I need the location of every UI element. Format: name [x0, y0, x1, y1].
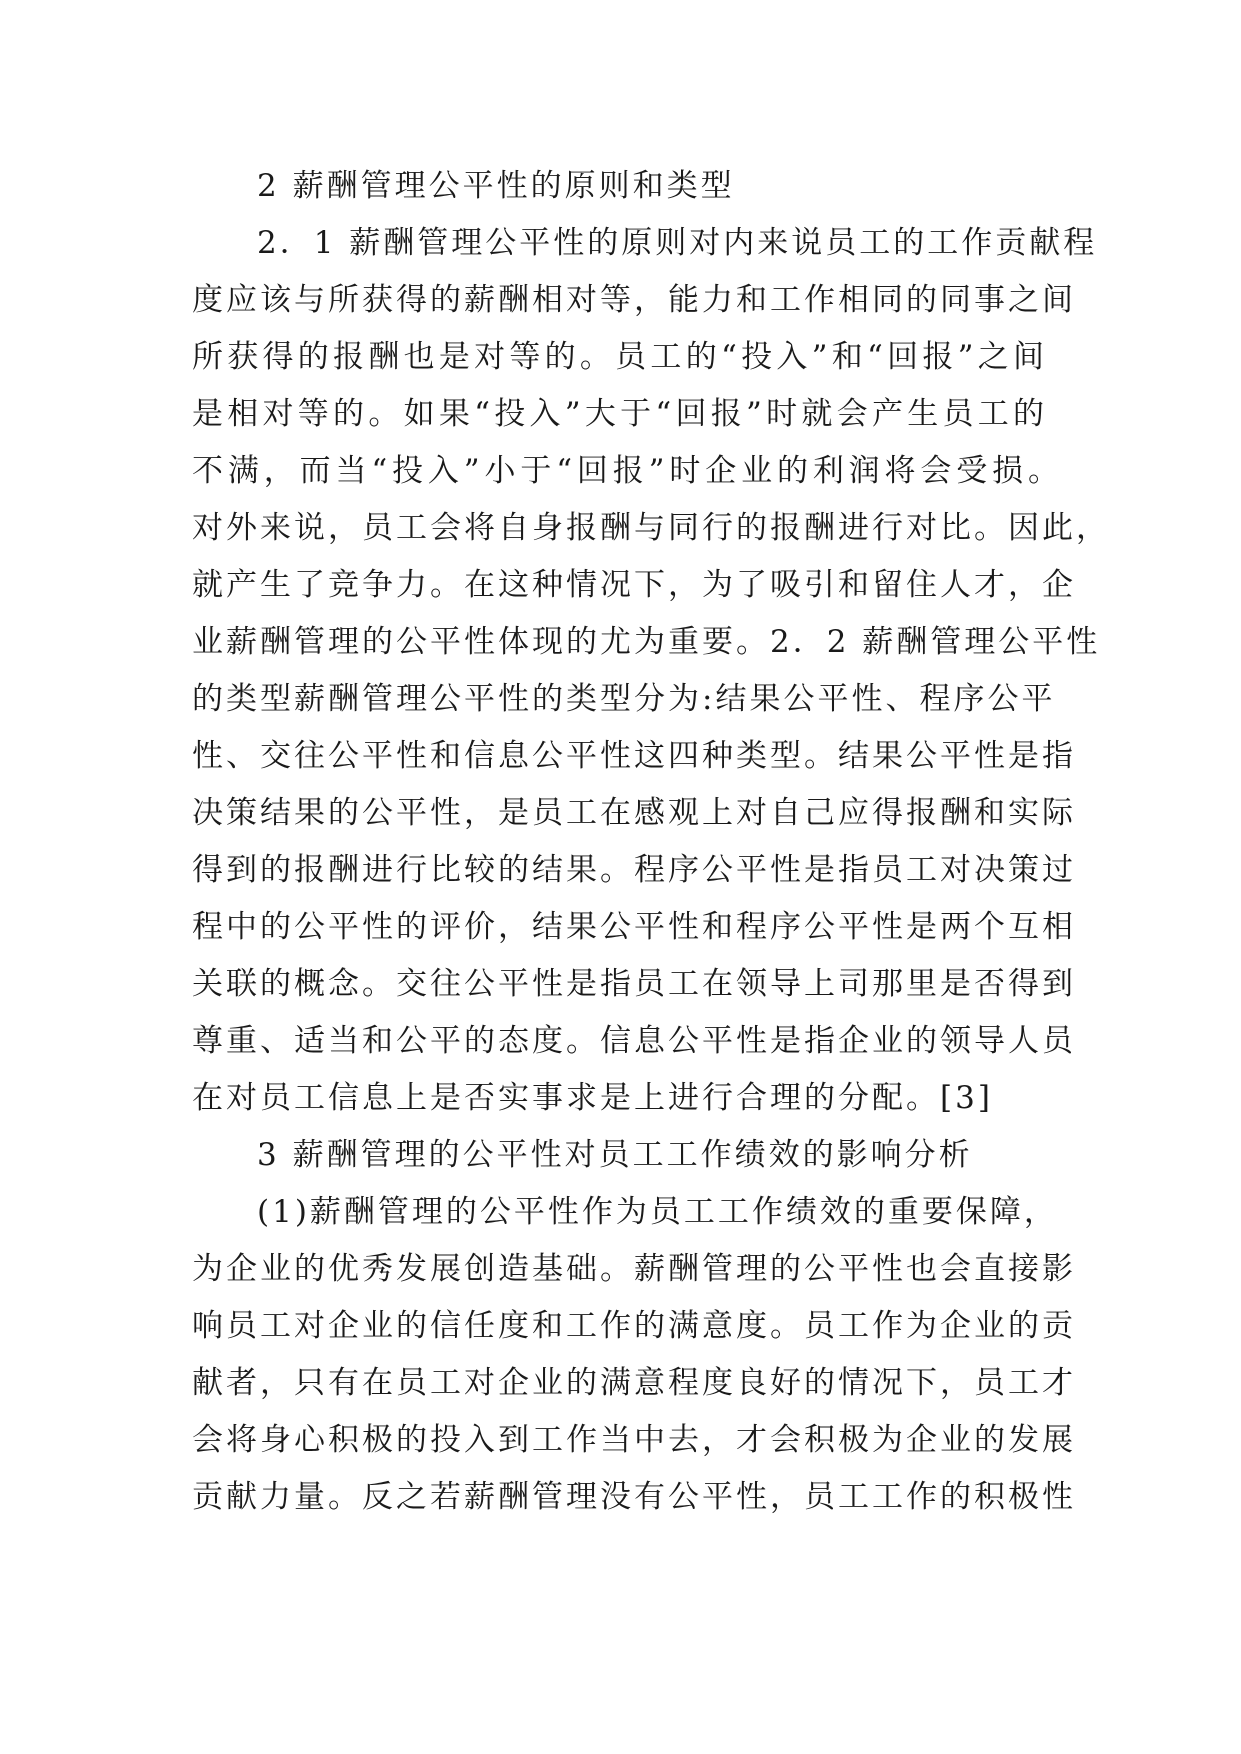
- text-line: [0, 840, 1241, 900]
- text-line: [0, 1296, 1241, 1356]
- paragraph-line: 决策结果的公平性，是员工在感观上对自己应得报酬和实际: [192, 795, 1076, 831]
- paragraph-line: 不满，而当“投入”小于“回报”时企业的利润将会受损。: [192, 453, 1062, 489]
- heading-text: 3 薪酬管理的公平性对员工工作绩效的影响分析: [257, 1137, 973, 1173]
- paragraph-line: 就产生了竞争力。在这种情况下，为了吸引和留住人才，企: [192, 567, 1076, 603]
- text-line: [0, 213, 1241, 273]
- paragraph-line: 献者，只有在员工对企业的满意程度良好的情况下，员工才: [192, 1365, 1076, 1401]
- paragraph-line: 贡献力量。反之若薪酬管理没有公平性，员工工作的积极性: [192, 1479, 1076, 1515]
- paragraph-line: 程中的公平性的评价，结果公平性和程序公平性是两个互相: [192, 909, 1076, 945]
- text-line: [0, 669, 1241, 729]
- text-line: [0, 1011, 1241, 1071]
- text-line: [0, 1353, 1241, 1413]
- heading-text: 2 薪酬管理公平性的原则和类型: [257, 168, 735, 204]
- text-line: [0, 498, 1241, 558]
- text-line: [0, 1239, 1241, 1299]
- text-line: [0, 441, 1241, 501]
- text-line: [0, 270, 1241, 330]
- text-line: [0, 384, 1241, 444]
- text-line: [0, 897, 1241, 957]
- paragraph-first-line: 2．1 薪酬管理公平性的原则对内来说员工的工作贡献程: [257, 225, 1098, 261]
- paragraph-line: 对外来说，员工会将自身报酬与同行的报酬进行对比。因此，: [192, 510, 1110, 546]
- paragraph-line: 得到的报酬进行比较的结果。程序公平性是指员工对决策过: [192, 852, 1076, 888]
- text-line: [0, 726, 1241, 786]
- paragraph-line: 性、交往公平性和信息公平性这四种类型。结果公平性是指: [192, 738, 1076, 774]
- text-line: [0, 1182, 1241, 1242]
- paragraph-line: 响员工对企业的信任度和工作的满意度。员工作为企业的贡: [192, 1308, 1076, 1344]
- paragraph-line: 为企业的优秀发展创造基础。薪酬管理的公平性也会直接影: [192, 1251, 1076, 1287]
- text-line: [0, 1467, 1241, 1527]
- text-line: [0, 783, 1241, 843]
- heading-section-3: [0, 1125, 1241, 1185]
- paragraph-line: 所获得的报酬也是对等的。员工的“投入”和“回报”之间: [192, 339, 1047, 375]
- paragraph-line: 关联的概念。交往公平性是指员工在领导上司那里是否得到: [192, 966, 1076, 1002]
- paragraph-line: 度应该与所获得的薪酬相对等，能力和工作相同的同事之间: [192, 282, 1076, 318]
- paragraph-line: 业薪酬管理的公平性体现的尤为重要。2．2 薪酬管理公平性: [192, 624, 1101, 660]
- text-line: [0, 954, 1241, 1014]
- paragraph-last-line: 在对员工信息上是否实事求是上进行合理的分配。[3]: [192, 1080, 993, 1116]
- text-line: [0, 612, 1241, 672]
- paragraph-line: 的类型薪酬管理公平性的类型分为:结果公平性、程序公平: [192, 681, 1056, 717]
- paragraph-line: 会将身心积极的投入到工作当中去，才会积极为企业的发展: [192, 1422, 1076, 1458]
- paragraph-first-line: (1)薪酬管理的公平性作为员工工作绩效的重要保障，: [257, 1194, 1058, 1230]
- text-line: [0, 327, 1241, 387]
- heading-section-2: [0, 156, 1241, 216]
- text-line: [0, 1068, 1241, 1128]
- text-line: [0, 1410, 1241, 1470]
- paragraph-line: 尊重、适当和公平的态度。信息公平性是指企业的领导人员: [192, 1023, 1076, 1059]
- paragraph-line: 是相对等的。如果“投入”大于“回报”时就会产生员工的: [192, 396, 1047, 432]
- text-line: [0, 555, 1241, 615]
